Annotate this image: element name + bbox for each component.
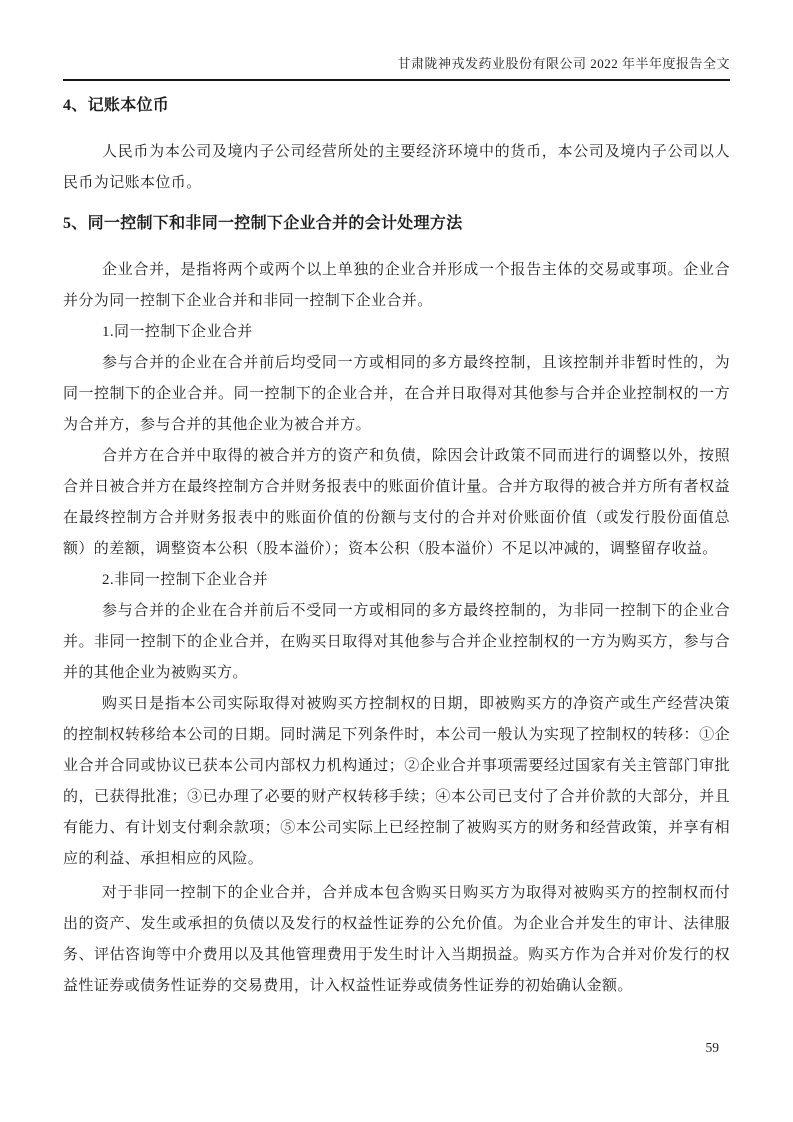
page-number: 59 (705, 1040, 719, 1055)
paragraph-same-control-measurement: 合并方在合并中取得的被合并方的资产和负债，除因会计政策不同而进行的调整以外，按照合并日被合并方在最终控制方合并财务报表中的账面价值计量。合并方取得的被合并方所有者权益在最终控制方合并财务报表中的账面价值的份额与支付的合并对价账面价值（或发行股份面值总额）的差额，调整资本公积（股本溢价）；资本公积（股本溢价）不足以冲减的，调整留存收益。 (63, 448, 730, 557)
sub-item-non-same-control: 2.非同一控制下企业合并 (102, 572, 269, 588)
page-header-title: 甘肃陇神戎发药业股份有限公司 2022 年半年度报告全文 (63, 0, 730, 81)
sub-item-same-control: 1.同一控制下企业合并 (102, 324, 253, 340)
paragraph-non-same-control-definition: 参与合并的企业在合并前后不受同一方或相同的多方最终控制的，为非同一控制下的企业合并。非同一控制下的企业合并，在购买日取得对其他参与合并企业控制权的一方为购买方，参与合并的其他企业为被购买方。 (63, 603, 730, 681)
document-body (63, 80, 730, 1002)
paragraph-same-control-definition: 参与合并的企业在合并前后均受同一方或相同的多方最终控制，且该控制并非暂时性的，为同一控制下的企业合并。同一控制下的企业合并，在合并日取得对其他参与合并企业控制权的一方为合并方，参与合并的其他企业为被合并方。 (63, 355, 730, 433)
paragraph-business-combination-intro: 企业合并，是指将两个或两个以上单独的企业合并形成一个报告主体的交易或事项。企业合并分为同一控制下企业合并和非同一控制下企业合并。 (63, 262, 730, 309)
section-heading-5: 5、同一控制下和非同一控制下企业合并的会计处理方法 (63, 215, 463, 232)
paragraph-functional-currency: 人民币为本公司及境内子公司经营所处的主要经济环境中的货币，本公司及境内子公司以人民币为记账本位币。 (63, 144, 730, 191)
section-heading-4: 4、记账本位币 (63, 97, 170, 114)
paragraph-combination-cost: 对于非同一控制下的企业合并，合并成本包含购买日购买方为取得对被购买方的控制权而付出的资产、发生或承担的负债以及发行的权益性证券的公允价值。为企业合并发生的审计、法律服务、评估咨询等中介费用以及其他管理费用于发生时计入当期损益。购买方作为合并对价发行的权益性证券或债务性证券的交易费用，计入权益性证券或债务性证券的初始确认金额。 (63, 885, 730, 994)
paragraph-purchase-date-conditions: 购买日是指本公司实际取得对被购买方控制权的日期，即被购买方的净资产或生产经营决策的控制权转移给本公司的日期。同时满足下列条件时，本公司一般认为实现了控制权的转移：①企业合并合同或协议已获本公司内部权力机构通过；②企业合并事项需要经过国家有关主管部门审批的，已获得批准；③已办理了必要的财产权转移手续；④本公司已支付了合并价款的大部分，并且有能力、有计划支付剩余款项；⑤本公司实际上已经控制了被购买方的财务和经营政策，并享有相应的利益、承担相应的风险。 (63, 696, 730, 867)
